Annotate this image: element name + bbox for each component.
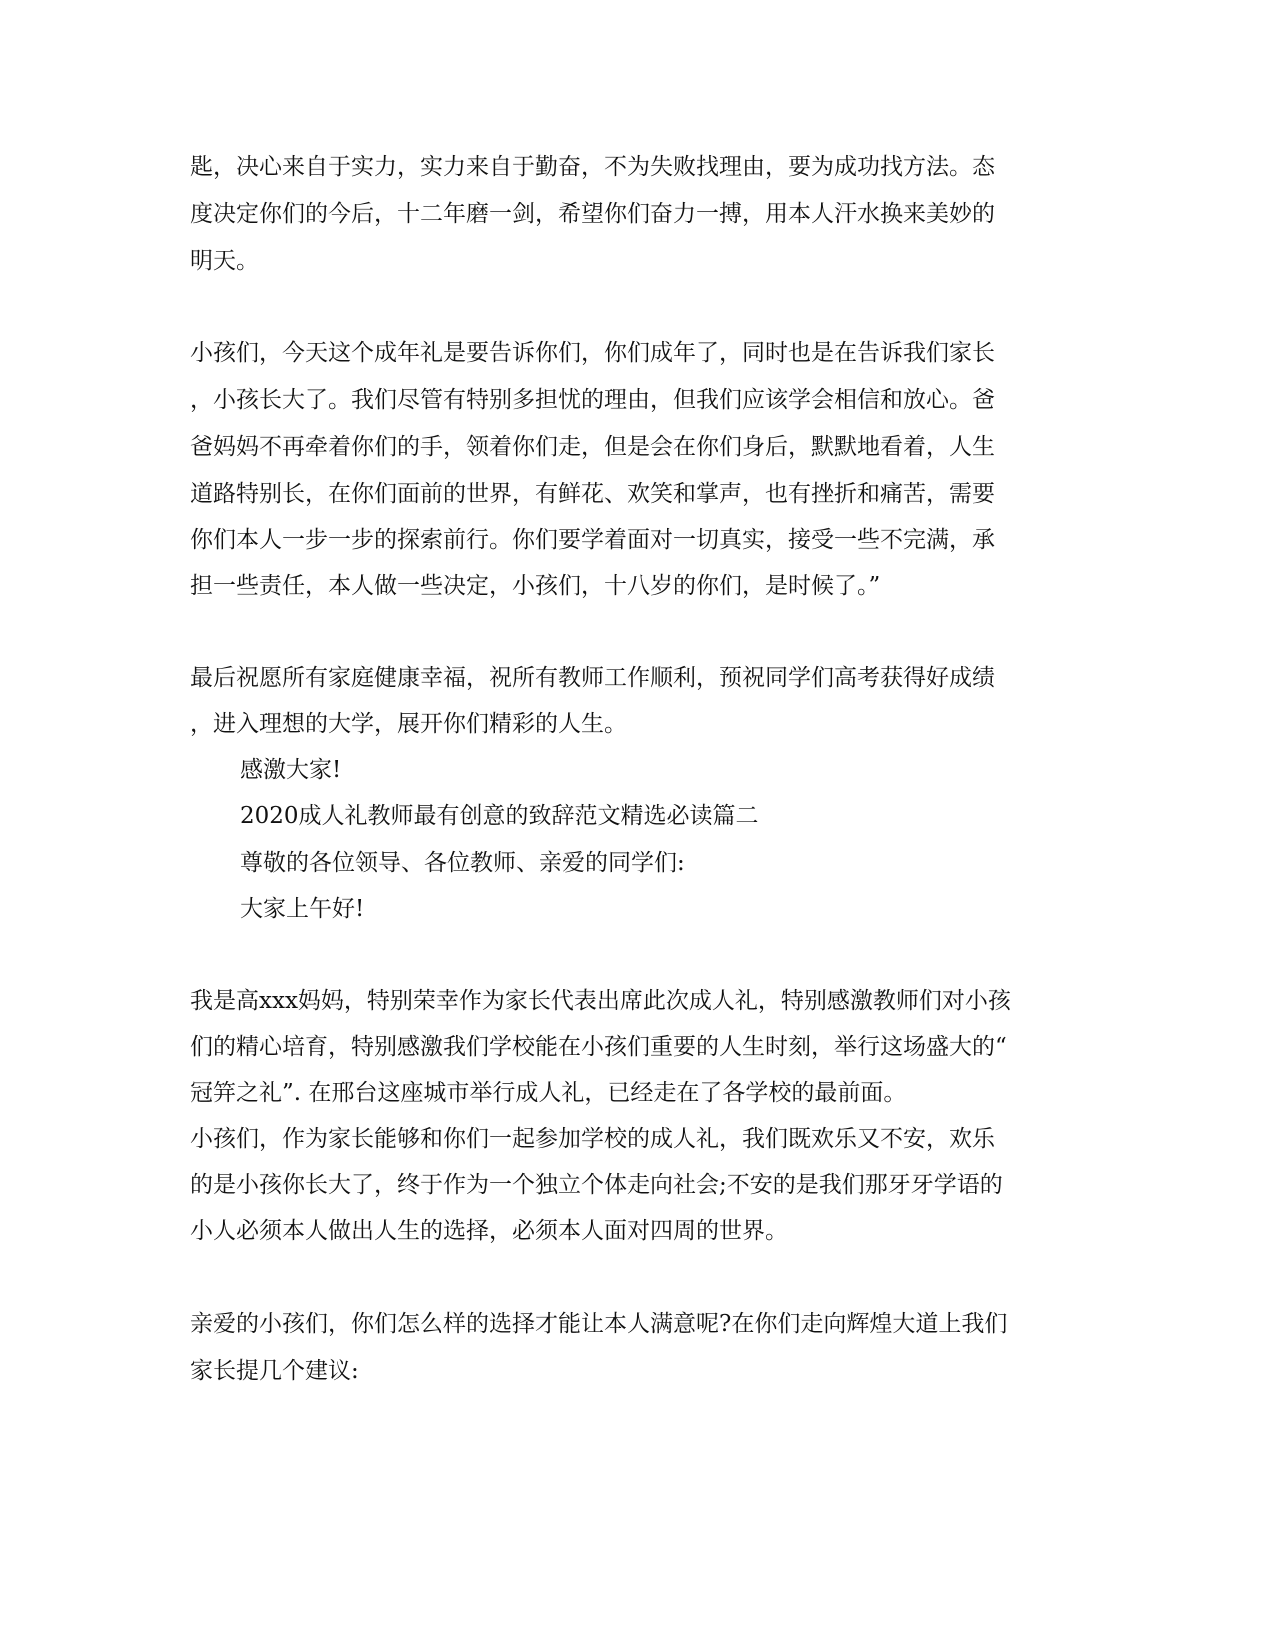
- paragraph-5-line-1: 我是高xxx妈妈，特别荣幸作为家长代表出席此次成人礼，特别感激教师们对小孩: [190, 988, 1011, 1014]
- paragraph-5-line-4: 小孩们，作为家长能够和你们一起参加学校的成人礼，我们既欢乐又不安，欢乐: [190, 1126, 995, 1152]
- closing-thanks: 感激大家!: [240, 757, 342, 783]
- paragraph-5-line-6: 小人必须本人做出人生的选择，必须本人面对四周的世界。: [190, 1218, 788, 1244]
- paragraph-6-line-1: 亲爱的小孩们，你们怎么样的选择才能让本人满意呢?在你们走向辉煌大道上我们: [190, 1311, 1008, 1337]
- greeting: 大家上午好!: [240, 896, 365, 922]
- paragraph-6-line-2: 家长提几个建议:: [190, 1358, 359, 1384]
- paragraph-2-line-2: ，小孩长大了。我们尽管有特别多担忧的理由，但我们应该学会相信和放心。爸: [190, 387, 995, 413]
- paragraph-5-line-2: 们的精心培育，特别感激我们学校能在小孩们重要的人生时刻，举行这场盛大的“: [190, 1034, 1007, 1060]
- paragraph-2-line-6: 担一些责任，本人做一些决定，小孩们，十八岁的你们，是时候了。”: [190, 573, 881, 599]
- paragraph-3-line-1: 最后祝愿所有家庭健康幸福，祝所有教师工作顺利，预祝同学们高考获得好成绩: [190, 665, 995, 691]
- paragraph-5-line-5: 的是小孩你长大了，终于作为一个独立个体走向社会;不安的是我们那牙牙学语的: [190, 1172, 1003, 1198]
- section-title: 2020成人礼教师最有创意的致辞范文精选必读篇二: [240, 803, 759, 829]
- paragraph-1-line-3: 明天。: [190, 248, 259, 274]
- paragraph-1-line-2: 度决定你们的今后，十二年磨一剑，希望你们奋力一搏，用本人汗水换来美妙的: [190, 201, 995, 227]
- paragraph-2-line-5: 你们本人一步一步的探索前行。你们要学着面对一切真实，接受一些不完满，承: [190, 527, 995, 553]
- paragraph-2-line-4: 道路特别长，在你们面前的世界，有鲜花、欢笑和掌声，也有挫折和痛苦，需要: [190, 481, 995, 507]
- salutation: 尊敬的各位领导、各位教师、亲爱的同学们:: [240, 850, 685, 876]
- paragraph-2-line-3: 爸妈妈不再牵着你们的手，领着你们走，但是会在你们身后，默默地看着，人生: [190, 434, 995, 460]
- paragraph-3-line-2: ，进入理想的大学，展开你们精彩的人生。: [190, 711, 627, 737]
- paragraph-1-line-1: 匙，决心来自于实力，实力来自于勤奋，不为失败找理由，要为成功找方法。态: [190, 154, 995, 180]
- paragraph-5-line-3: 冠笄之礼”. 在邢台这座城市举行成人礼，已经走在了各学校的最前面。: [190, 1080, 907, 1106]
- paragraph-2-line-1: 小孩们，今天这个成年礼是要告诉你们，你们成年了，同时也是在告诉我们家长: [190, 340, 995, 366]
